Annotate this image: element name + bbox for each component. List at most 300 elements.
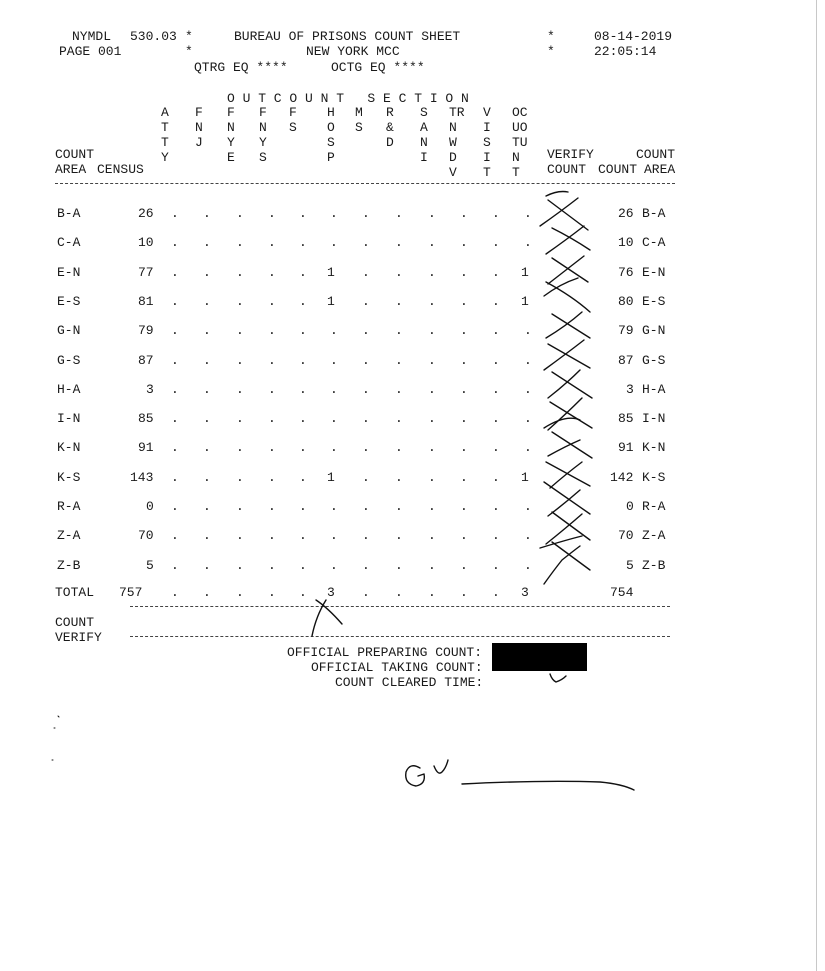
outcount-empty-dot: . bbox=[362, 235, 370, 250]
outcount-value: 1 bbox=[327, 470, 335, 485]
outcount-empty-dot: . bbox=[395, 206, 403, 221]
total-count: 754 bbox=[610, 585, 634, 600]
header-star: * bbox=[185, 29, 193, 44]
outcount-empty-dot: . bbox=[460, 206, 468, 221]
outcount-empty-dot: . bbox=[203, 528, 211, 543]
outcount-empty-dot: . bbox=[268, 382, 276, 397]
outcount-empty-dot: . bbox=[362, 528, 370, 543]
outcount-empty-dot: . bbox=[268, 499, 276, 514]
outcount-empty-dot: . bbox=[524, 411, 532, 426]
outcount-empty-dot: . bbox=[395, 382, 403, 397]
row-census: 79 bbox=[138, 323, 154, 338]
outcount-empty-dot: . bbox=[492, 353, 500, 368]
header-star: * bbox=[185, 44, 193, 59]
outcount-empty-dot: . bbox=[171, 528, 179, 543]
row-area-label-right: H-A bbox=[642, 382, 666, 397]
count-area-right-header-line1: COUNT bbox=[636, 147, 676, 162]
outcount-column-header-letter: OC bbox=[512, 105, 528, 120]
row-count: 26 bbox=[618, 206, 634, 221]
outcount-empty-dot: . bbox=[268, 411, 276, 426]
outcount-column-header-letter: P bbox=[327, 150, 335, 165]
row-area-label-right: E-S bbox=[642, 294, 666, 309]
outcount-empty-dot: . bbox=[492, 499, 500, 514]
outcount-column-header-letter: S bbox=[420, 105, 428, 120]
outcount-column-header-letter: N bbox=[449, 120, 457, 135]
outcount-column-header-letter: S bbox=[289, 120, 297, 135]
outcount-empty-dot: . bbox=[524, 528, 532, 543]
outcount-column-header-letter: & bbox=[386, 120, 394, 135]
outcount-empty-dot: . bbox=[395, 353, 403, 368]
outcount-empty-dot: . bbox=[395, 294, 403, 309]
row-area-label-right: B-A bbox=[642, 206, 666, 221]
outcount-empty-dot: . bbox=[203, 585, 211, 600]
outcount-column-header-letter: T bbox=[161, 135, 169, 150]
outcount-empty-dot: . bbox=[299, 206, 307, 221]
taking-official-label: OFFICIAL TAKING COUNT: bbox=[311, 660, 483, 675]
outcount-empty-dot: . bbox=[395, 235, 403, 250]
row-area-label: G-N bbox=[57, 323, 81, 338]
outcount-column-header-letter: D bbox=[386, 135, 394, 150]
outcount-empty-dot: . bbox=[460, 294, 468, 309]
facility-name: NEW YORK MCC bbox=[306, 44, 400, 59]
outcount-empty-dot: . bbox=[524, 235, 532, 250]
outcount-empty-dot: . bbox=[171, 470, 179, 485]
outcount-empty-dot: . bbox=[524, 323, 532, 338]
verify-count-header-line2: COUNT bbox=[547, 162, 587, 177]
row-area-label: E-S bbox=[57, 294, 81, 309]
outcount-empty-dot: . bbox=[362, 382, 370, 397]
outcount-column-header-letter: W bbox=[449, 135, 457, 150]
outcount-empty-dot: . bbox=[171, 235, 179, 250]
outcount-column-header-letter: E bbox=[227, 150, 235, 165]
row-count: 91 bbox=[618, 440, 634, 455]
outcount-empty-dot: . bbox=[299, 528, 307, 543]
speck-mark bbox=[52, 716, 59, 760]
outcount-empty-dot: . bbox=[395, 558, 403, 573]
outcount-empty-dot: . bbox=[524, 558, 532, 573]
row-area-label: I-N bbox=[57, 411, 81, 426]
outcount-empty-dot: . bbox=[171, 323, 179, 338]
outcount-empty-dot: . bbox=[236, 206, 244, 221]
total-label: TOTAL bbox=[55, 585, 95, 600]
outcount-empty-dot: . bbox=[203, 440, 211, 455]
outcount-empty-dot: . bbox=[236, 528, 244, 543]
outcount-empty-dot: . bbox=[203, 499, 211, 514]
outcount-empty-dot: . bbox=[395, 440, 403, 455]
outcount-empty-dot: . bbox=[492, 528, 500, 543]
outcount-empty-dot: . bbox=[203, 265, 211, 280]
outcount-column-header-letter: F bbox=[259, 105, 267, 120]
row-count: 70 bbox=[618, 528, 634, 543]
outcount-column-header-letter: Y bbox=[227, 135, 235, 150]
taking-count-mark bbox=[550, 674, 566, 682]
outcount-empty-dot: . bbox=[362, 558, 370, 573]
row-census: 5 bbox=[146, 558, 154, 573]
outcount-empty-dot: . bbox=[330, 235, 338, 250]
outcount-empty-dot: . bbox=[299, 323, 307, 338]
header-star: * bbox=[547, 44, 555, 59]
outcount-empty-dot: . bbox=[203, 323, 211, 338]
row-census: 87 bbox=[138, 353, 154, 368]
outcount-empty-dot: . bbox=[492, 411, 500, 426]
outcount-column-header-letter: N bbox=[259, 120, 267, 135]
outcount-empty-dot: . bbox=[299, 440, 307, 455]
outcount-empty-dot: . bbox=[428, 323, 436, 338]
outcount-empty-dot: . bbox=[236, 382, 244, 397]
outcount-column-header-letter: UO bbox=[512, 120, 528, 135]
row-area-label: E-N bbox=[57, 265, 81, 280]
outcount-empty-dot: . bbox=[268, 206, 276, 221]
outcount-empty-dot: . bbox=[428, 440, 436, 455]
count-column-header: COUNT bbox=[598, 162, 638, 177]
outcount-empty-dot: . bbox=[236, 265, 244, 280]
outcount-empty-dot: . bbox=[428, 353, 436, 368]
outcount-empty-dot: . bbox=[330, 411, 338, 426]
outcount-empty-dot: . bbox=[492, 206, 500, 221]
outcount-empty-dot: . bbox=[492, 235, 500, 250]
page-edge-line bbox=[816, 0, 817, 971]
outcount-column-header-letter: T bbox=[512, 165, 520, 180]
row-area-label-right: K-S bbox=[642, 470, 666, 485]
row-census: 77 bbox=[138, 265, 154, 280]
row-area-label-right: I-N bbox=[642, 411, 666, 426]
row-census: 143 bbox=[130, 470, 154, 485]
outcount-empty-dot: . bbox=[460, 440, 468, 455]
outcount-empty-dot: . bbox=[524, 440, 532, 455]
outcount-column-header-letter: H bbox=[327, 105, 335, 120]
outcount-empty-dot: . bbox=[460, 499, 468, 514]
outcount-empty-dot: . bbox=[492, 440, 500, 455]
outcount-empty-dot: . bbox=[492, 470, 500, 485]
octg-eq: OCTG EQ **** bbox=[331, 60, 425, 75]
outcount-empty-dot: . bbox=[395, 470, 403, 485]
signature-initials bbox=[406, 760, 634, 790]
system-id: NYMDL bbox=[72, 29, 112, 44]
outcount-column-header-letter: TU bbox=[512, 135, 528, 150]
outcount-empty-dot: . bbox=[268, 558, 276, 573]
outcount-empty-dot: . bbox=[428, 411, 436, 426]
outcount-empty-dot: . bbox=[171, 382, 179, 397]
cleared-time-label: COUNT CLEARED TIME: bbox=[335, 675, 484, 690]
census-header: CENSUS bbox=[97, 162, 144, 177]
row-count: 79 bbox=[618, 323, 634, 338]
outcount-column-header-letter: I bbox=[483, 150, 491, 165]
outcount-empty-dot: . bbox=[460, 558, 468, 573]
outcount-column-header-letter: N bbox=[512, 150, 520, 165]
outcount-empty-dot: . bbox=[299, 470, 307, 485]
qtrg-eq: QTRG EQ **** bbox=[194, 60, 288, 75]
outcount-empty-dot: . bbox=[428, 528, 436, 543]
outcount-column-header-letter: S bbox=[259, 150, 267, 165]
outcount-empty-dot: . bbox=[203, 470, 211, 485]
outcount-empty-dot: . bbox=[203, 294, 211, 309]
outcount-empty-dot: . bbox=[330, 440, 338, 455]
outcount-empty-dot: . bbox=[460, 265, 468, 280]
outcount-empty-dot: . bbox=[428, 499, 436, 514]
row-area-label-right: G-N bbox=[642, 323, 666, 338]
redaction-box bbox=[492, 643, 587, 671]
row-area-label: C-A bbox=[57, 235, 81, 250]
row-count: 3 bbox=[626, 382, 634, 397]
outcount-empty-dot: . bbox=[299, 585, 307, 600]
outcount-empty-dot: . bbox=[362, 323, 370, 338]
outcount-empty-dot: . bbox=[362, 206, 370, 221]
outcount-empty-dot: . bbox=[268, 323, 276, 338]
outcount-value: 1 bbox=[521, 470, 529, 485]
outcount-empty-dot: . bbox=[203, 382, 211, 397]
outcount-value: 1 bbox=[327, 294, 335, 309]
outcount-empty-dot: . bbox=[171, 206, 179, 221]
row-census: 70 bbox=[138, 528, 154, 543]
row-count: 76 bbox=[618, 265, 634, 280]
row-area-label-right: Z-B bbox=[642, 558, 666, 573]
outcount-empty-dot: . bbox=[268, 585, 276, 600]
outcount-empty-dot: . bbox=[395, 528, 403, 543]
row-census: 91 bbox=[138, 440, 154, 455]
outcount-empty-dot: . bbox=[524, 206, 532, 221]
outcount-empty-dot: . bbox=[236, 294, 244, 309]
outcount-empty-dot: . bbox=[203, 206, 211, 221]
outcount-empty-dot: . bbox=[428, 382, 436, 397]
row-area-label: B-A bbox=[57, 206, 81, 221]
row-area-label-right: R-A bbox=[642, 499, 666, 514]
outcount-empty-dot: . bbox=[171, 499, 179, 514]
outcount-empty-dot: . bbox=[171, 558, 179, 573]
outcount-empty-dot: . bbox=[299, 558, 307, 573]
outcount-empty-dot: . bbox=[268, 265, 276, 280]
header-divider bbox=[55, 183, 675, 184]
outcount-empty-dot: . bbox=[171, 294, 179, 309]
outcount-empty-dot: . bbox=[492, 585, 500, 600]
outcount-column-header-letter: F bbox=[227, 105, 235, 120]
outcount-column-header-letter: V bbox=[483, 105, 491, 120]
outcount-empty-dot: . bbox=[171, 585, 179, 600]
outcount-empty-dot: . bbox=[171, 353, 179, 368]
outcount-empty-dot: . bbox=[362, 294, 370, 309]
outcount-column-header-letter: N bbox=[420, 135, 428, 150]
total-divider bbox=[130, 606, 670, 607]
outcount-empty-dot: . bbox=[362, 470, 370, 485]
outcount-empty-dot: . bbox=[395, 323, 403, 338]
outcount-empty-dot: . bbox=[460, 585, 468, 600]
outcount-empty-dot: . bbox=[268, 440, 276, 455]
outcount-empty-dot: . bbox=[492, 323, 500, 338]
outcount-empty-dot: . bbox=[299, 235, 307, 250]
verify-x-marks bbox=[540, 192, 592, 585]
report-title: BUREAU OF PRISONS COUNT SHEET bbox=[234, 29, 461, 44]
outcount-empty-dot: . bbox=[236, 353, 244, 368]
outcount-empty-dot: . bbox=[171, 265, 179, 280]
outcount-empty-dot: . bbox=[236, 470, 244, 485]
outcount-empty-dot: . bbox=[428, 558, 436, 573]
outcount-empty-dot: . bbox=[524, 499, 532, 514]
row-area-label: R-A bbox=[57, 499, 81, 514]
outcount-empty-dot: . bbox=[268, 528, 276, 543]
outcount-empty-dot: . bbox=[492, 382, 500, 397]
outcount-empty-dot: . bbox=[236, 235, 244, 250]
outcount-empty-dot: . bbox=[236, 585, 244, 600]
outcount-column-header-letter: S bbox=[483, 135, 491, 150]
row-count: 10 bbox=[618, 235, 634, 250]
outcount-empty-dot: . bbox=[268, 353, 276, 368]
outcount-empty-dot: . bbox=[362, 585, 370, 600]
row-area-label-right: Z-A bbox=[642, 528, 666, 543]
outcount-column-header-letter: O bbox=[327, 120, 335, 135]
outcount-empty-dot: . bbox=[299, 294, 307, 309]
outcount-empty-dot: . bbox=[492, 558, 500, 573]
row-count: 0 bbox=[626, 499, 634, 514]
outcount-empty-dot: . bbox=[428, 294, 436, 309]
outcount-empty-dot: . bbox=[362, 353, 370, 368]
outcount-column-header-letter: S bbox=[355, 120, 363, 135]
row-count: 142 bbox=[610, 470, 634, 485]
count-area-right-header-line2: AREA bbox=[644, 162, 676, 177]
outcount-empty-dot: . bbox=[299, 411, 307, 426]
outcount-column-header-letter: S bbox=[327, 135, 335, 150]
outcount-empty-dot: . bbox=[236, 411, 244, 426]
outcount-column-header-letter: R bbox=[386, 105, 394, 120]
row-area-label: H-A bbox=[57, 382, 81, 397]
outcount-column-header-letter: TR bbox=[449, 105, 465, 120]
row-area-label-right: C-A bbox=[642, 235, 666, 250]
outcount-empty-dot: . bbox=[395, 265, 403, 280]
outcount-empty-dot: . bbox=[171, 411, 179, 426]
outcount-empty-dot: . bbox=[299, 382, 307, 397]
outcount-value: 1 bbox=[521, 294, 529, 309]
total-census: 757 bbox=[119, 585, 143, 600]
outcount-empty-dot: . bbox=[362, 411, 370, 426]
outcount-empty-dot: . bbox=[236, 499, 244, 514]
row-census: 85 bbox=[138, 411, 154, 426]
report-time: 22:05:14 bbox=[594, 44, 657, 59]
outcount-empty-dot: . bbox=[299, 353, 307, 368]
outcount-empty-dot: . bbox=[395, 411, 403, 426]
outcount-column-header-letter: T bbox=[161, 120, 169, 135]
outcount-empty-dot: . bbox=[428, 206, 436, 221]
row-area-label: G-S bbox=[57, 353, 81, 368]
outcount-empty-dot: . bbox=[395, 585, 403, 600]
outcount-empty-dot: . bbox=[460, 323, 468, 338]
outcount-value: 1 bbox=[327, 265, 335, 280]
outcount-empty-dot: . bbox=[330, 323, 338, 338]
outcount-column-header-letter: N bbox=[227, 120, 235, 135]
row-area-label: K-N bbox=[57, 440, 81, 455]
outcount-empty-dot: . bbox=[330, 499, 338, 514]
outcount-empty-dot: . bbox=[460, 382, 468, 397]
outcount-empty-dot: . bbox=[203, 235, 211, 250]
outcount-empty-dot: . bbox=[268, 294, 276, 309]
outcount-empty-dot: . bbox=[203, 353, 211, 368]
outcount-column-header-letter: A bbox=[420, 120, 428, 135]
outcount-empty-dot: . bbox=[460, 470, 468, 485]
outcount-column-header-letter: I bbox=[483, 120, 491, 135]
outcount-empty-dot: . bbox=[171, 440, 179, 455]
outcount-empty-dot: . bbox=[428, 585, 436, 600]
header-star: * bbox=[547, 29, 555, 44]
row-census: 26 bbox=[138, 206, 154, 221]
outcount-column-header-letter: F bbox=[289, 105, 297, 120]
outcount-empty-dot: . bbox=[460, 411, 468, 426]
count-verify-divider bbox=[130, 636, 670, 637]
outcount-empty-dot: . bbox=[203, 558, 211, 573]
row-census: 3 bbox=[146, 382, 154, 397]
outcount-empty-dot: . bbox=[492, 294, 500, 309]
row-area-label-right: E-N bbox=[642, 265, 666, 280]
outcount-column-header-letter: N bbox=[195, 120, 203, 135]
report-number: 530.03 bbox=[130, 29, 177, 44]
outcount-empty-dot: . bbox=[330, 353, 338, 368]
outcount-column-header-letter: M bbox=[355, 105, 363, 120]
outcount-empty-dot: . bbox=[362, 499, 370, 514]
count-area-header-line2: AREA bbox=[55, 162, 87, 177]
count-verify-label-line1: COUNT bbox=[55, 615, 95, 630]
row-census: 10 bbox=[138, 235, 154, 250]
report-date: 08-14-2019 bbox=[594, 29, 673, 44]
outcount-empty-dot: . bbox=[460, 528, 468, 543]
outcount-empty-dot: . bbox=[524, 353, 532, 368]
row-area-label-right: G-S bbox=[642, 353, 666, 368]
outcount-column-header-letter: Y bbox=[161, 150, 169, 165]
row-census: 0 bbox=[146, 499, 154, 514]
row-census: 81 bbox=[138, 294, 154, 309]
row-area-label: K-S bbox=[57, 470, 81, 485]
outcount-column-header-letter: I bbox=[420, 150, 428, 165]
outcount-empty-dot: . bbox=[460, 353, 468, 368]
outcount-empty-dot: . bbox=[395, 499, 403, 514]
outcount-empty-dot: . bbox=[362, 265, 370, 280]
outcount-empty-dot: . bbox=[330, 382, 338, 397]
page-number: PAGE 001 bbox=[59, 44, 122, 59]
outcount-empty-dot: . bbox=[524, 382, 532, 397]
row-count: 80 bbox=[618, 294, 634, 309]
total-outcount-value: 3 bbox=[327, 585, 335, 600]
total-outcount-value: 3 bbox=[521, 585, 529, 600]
outcount-empty-dot: . bbox=[299, 499, 307, 514]
outcount-empty-dot: . bbox=[203, 411, 211, 426]
outcount-column-header-letter: A bbox=[161, 105, 169, 120]
outcount-column-header-letter: Y bbox=[259, 135, 267, 150]
outcount-empty-dot: . bbox=[268, 235, 276, 250]
outcount-empty-dot: . bbox=[460, 235, 468, 250]
outcount-empty-dot: . bbox=[428, 265, 436, 280]
count-area-header-line1: COUNT bbox=[55, 147, 95, 162]
outcount-empty-dot: . bbox=[492, 265, 500, 280]
outcount-empty-dot: . bbox=[330, 558, 338, 573]
row-count: 85 bbox=[618, 411, 634, 426]
outcount-empty-dot: . bbox=[299, 265, 307, 280]
row-area-label: Z-A bbox=[57, 528, 81, 543]
count-verify-label-line2: VERIFY bbox=[55, 630, 102, 645]
verify-count-header-line1: VERIFY bbox=[547, 147, 594, 162]
outcount-empty-dot: . bbox=[268, 470, 276, 485]
outcount-column-header-letter: J bbox=[195, 135, 203, 150]
outcount-empty-dot: . bbox=[236, 323, 244, 338]
outcount-column-header-letter: T bbox=[483, 165, 491, 180]
row-count: 5 bbox=[626, 558, 634, 573]
outcount-column-header-letter: V bbox=[449, 165, 457, 180]
preparing-official-label: OFFICIAL PREPARING COUNT: bbox=[287, 645, 483, 660]
outcount-column-header-letter: D bbox=[449, 150, 457, 165]
outcount-value: 1 bbox=[521, 265, 529, 280]
row-area-label: Z-B bbox=[57, 558, 81, 573]
row-area-label-right: K-N bbox=[642, 440, 666, 455]
outcount-empty-dot: . bbox=[428, 235, 436, 250]
row-count: 87 bbox=[618, 353, 634, 368]
outcount-empty-dot: . bbox=[330, 528, 338, 543]
outcount-empty-dot: . bbox=[236, 558, 244, 573]
outcount-empty-dot: . bbox=[362, 440, 370, 455]
outcount-empty-dot: . bbox=[330, 206, 338, 221]
